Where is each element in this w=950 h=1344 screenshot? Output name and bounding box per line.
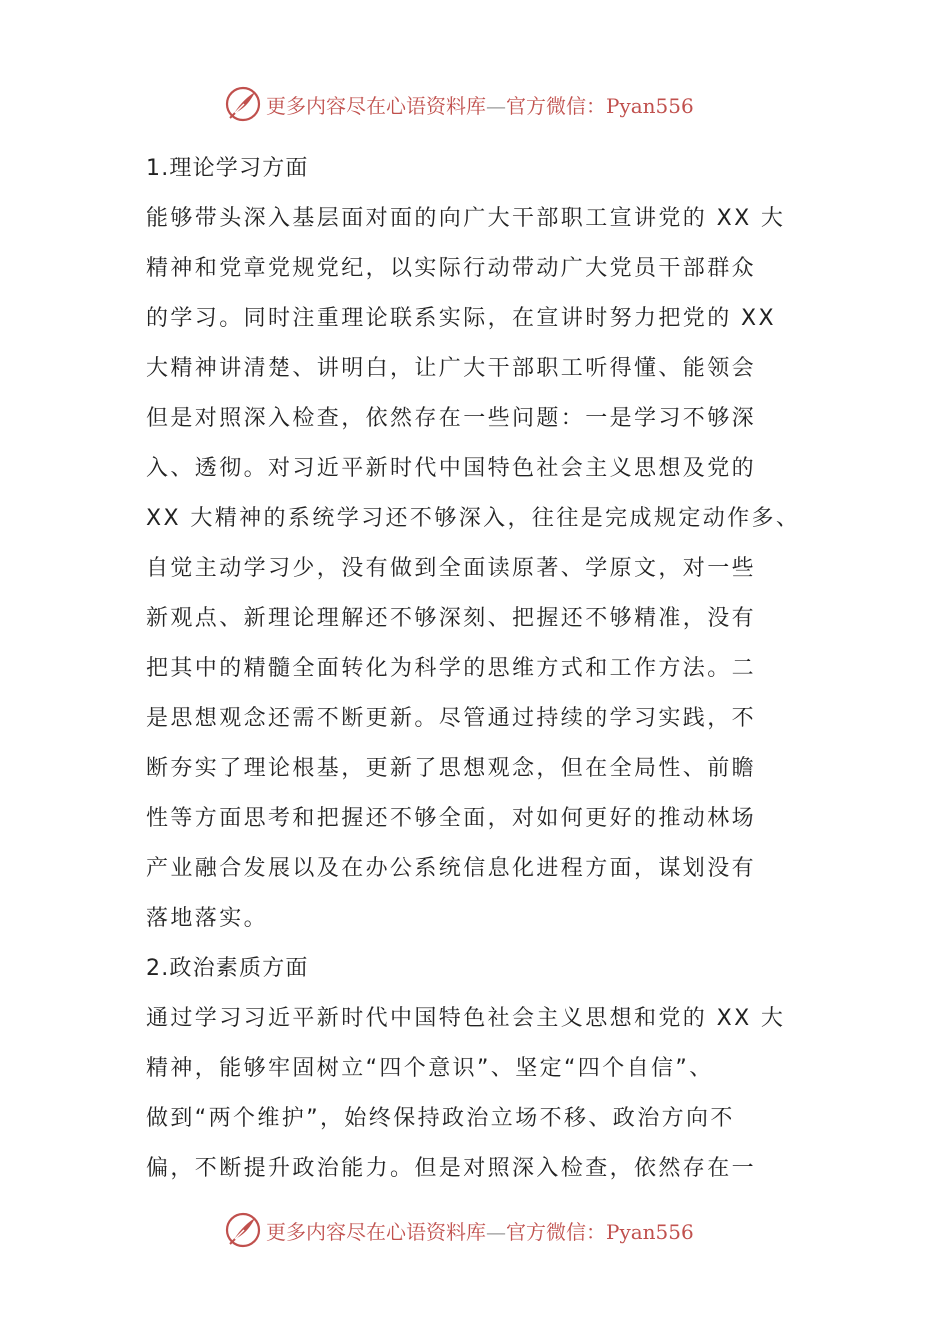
quill-pen-logo-icon [224, 1211, 262, 1249]
body-line: 性等方面思考和把握还不够全面，对如何更好的推动林场 [146, 806, 757, 831]
body-line: XX 大精神的系统学习还不够深入，往往是完成规定动作多、 [146, 506, 801, 531]
footer-watermark-banner [224, 1210, 744, 1250]
body-line: 精神和党章党规党纪，以实际行动带动广大党员干部群众 [146, 256, 757, 281]
watermark-brand: 更多内容尽在心语资料库 [266, 1219, 486, 1244]
body-line: 精神，能够牢固树立“四个意识”、坚定“四个自信”、 [146, 1056, 714, 1081]
body-line: 做到“两个维护”，始终保持政治立场不移、政治方向不 [146, 1106, 735, 1131]
section-heading: 2.政治素质方面 [146, 956, 309, 981]
body-line: 新观点、新理论理解还不够深刻、把握还不够精准，没有 [146, 606, 757, 631]
header-watermark-banner [224, 84, 744, 124]
body-line: 但是对照深入检查，依然存在一些问题：一是学习不够深 [146, 406, 757, 431]
watermark-separator: — [486, 1219, 506, 1244]
watermark-text [266, 90, 694, 119]
watermark-text [266, 1216, 694, 1245]
body-line: 自觉主动学习少，没有做到全面读原著、学原文，对一些 [146, 556, 757, 581]
body-line: 把其中的精髓全面转化为科学的思维方式和工作方法。二 [146, 656, 757, 681]
body-line: 大精神讲清楚、讲明白，让广大干部职工听得懂、能领会 [146, 356, 757, 381]
body-line: 的学习。同时注重理论联系实际，在宣讲时努力把党的 XX [146, 306, 776, 331]
watermark-contact: 官方微信：Pyan556 [506, 93, 694, 118]
body-line: 断夯实了理论根基，更新了思想观念，但在全局性、前瞻 [146, 756, 757, 781]
section-heading: 1.理论学习方面 [146, 156, 309, 181]
watermark-contact: 官方微信：Pyan556 [506, 1219, 694, 1244]
body-line: 能够带头深入基层面对面的向广大干部职工宣讲党的 XX 大 [146, 206, 786, 231]
quill-pen-logo-icon [224, 85, 262, 123]
body-line: 偏，不断提升政治能力。但是对照深入检查，依然存在一 [146, 1156, 757, 1181]
body-line: 落地落实。 [146, 906, 269, 931]
watermark-brand: 更多内容尽在心语资料库 [266, 93, 486, 118]
watermark-separator: — [486, 93, 506, 118]
body-line: 入、透彻。对习近平新时代中国特色社会主义思想及党的 [146, 456, 757, 481]
body-line: 是思想观念还需不断更新。尽管通过持续的学习实践，不 [146, 706, 757, 731]
body-line: 通过学习习近平新时代中国特色社会主义思想和党的 XX 大 [146, 1006, 786, 1031]
body-line: 产业融合发展以及在办公系统信息化进程方面，谋划没有 [146, 856, 757, 881]
document-body [146, 144, 818, 1194]
